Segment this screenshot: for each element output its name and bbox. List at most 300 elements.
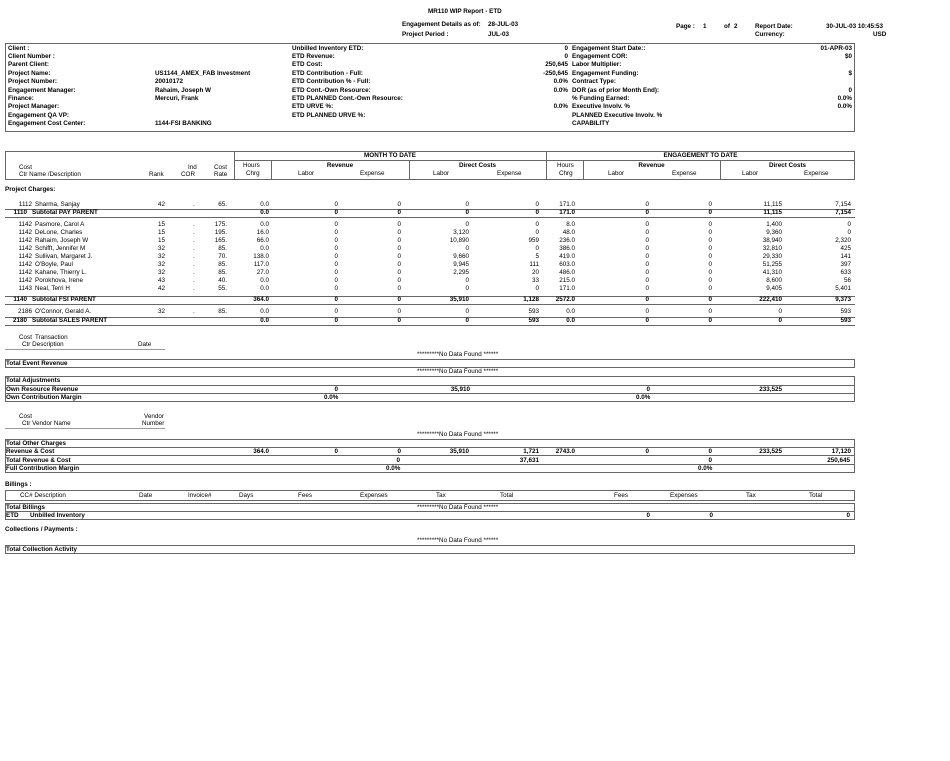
row-rate: 85. (218, 269, 227, 276)
unbilled-total: 0 (846, 512, 850, 519)
row-value: 593 (528, 317, 539, 324)
row-ctr: 1142 (18, 245, 32, 252)
row-value: 20 (531, 269, 539, 276)
row-value: 0 (465, 209, 469, 216)
info-label: ETD Cont.-Own Resource: (292, 86, 371, 94)
row-value: 0 (645, 296, 649, 303)
mtd-dc-expense: Expense (497, 170, 522, 177)
total-adjustments: Total Adjustments (6, 377, 61, 384)
info-value: 01-APR-03 (820, 44, 852, 52)
row-value: 0 (334, 229, 338, 236)
row-value: 0 (708, 308, 712, 315)
info-value: 0.0% (837, 94, 852, 102)
row-ind: . (193, 237, 195, 244)
event-no-data: *********No Data Found ****** (417, 351, 499, 358)
event-ctr-desc-label: Ctr Description (22, 341, 64, 348)
row-value: 0 (334, 201, 338, 208)
row-value: 11,115 (763, 209, 782, 216)
row-value: 0 (708, 296, 712, 303)
mtd-hours: Hours (243, 162, 260, 169)
row-value: 0 (334, 209, 338, 216)
row-value: 0 (465, 221, 469, 228)
period-label: Project Period : (402, 31, 449, 38)
rev-cost-value: 0 (397, 448, 401, 455)
row-value: 141 (840, 253, 851, 260)
row-value: 0 (708, 209, 712, 216)
row-value: 9,660 (453, 253, 469, 260)
info-label: Engagement Funding: (572, 69, 639, 77)
row-value: 0 (334, 296, 338, 303)
row-rate: 55. (218, 285, 227, 292)
row-value: 0 (535, 285, 539, 292)
info-label: Engagement COR: (572, 52, 628, 60)
row-value: 0 (708, 261, 712, 268)
own-rev-etd-dc: 233,525 (759, 386, 782, 393)
row-value: 0 (397, 245, 401, 252)
month-to-date-header: MONTH TO DATE (364, 152, 416, 159)
row-value: 0 (465, 277, 469, 284)
rev-cost-value: 0 (334, 448, 338, 455)
adjust-no-data: *********No Data Found ****** (417, 368, 499, 375)
row-name: Kahane, Thierry L. (35, 269, 87, 276)
row-value: 10,890 (449, 237, 469, 244)
row-value: 2,295 (453, 269, 469, 276)
info-label: CAPABILITY (572, 120, 610, 128)
row-rank: 32 (158, 269, 166, 276)
full-contribution-margin-label: Full Contribution Margin (6, 465, 80, 472)
row-value: 0 (535, 209, 539, 216)
info-value: 0 (564, 52, 568, 60)
row-rank: 32 (158, 261, 166, 268)
row-value: 2572.0 (555, 296, 575, 303)
row-value: 0 (708, 317, 712, 324)
row-value: 425 (840, 245, 851, 252)
row-name: Porokhova, Irene (35, 277, 83, 284)
info-label: Labor Multiplier: (572, 61, 622, 69)
info-label: Project Number: (8, 78, 57, 86)
row-rank: 32 (158, 245, 166, 252)
currency-value: USD (873, 31, 887, 38)
row-value: 7,154 (835, 201, 851, 208)
row-value: 0 (334, 261, 338, 268)
row-value: 0 (645, 209, 649, 216)
info-label: Client Number : (8, 52, 55, 60)
row-value: 0 (645, 201, 649, 208)
row-rate: 165. (214, 237, 227, 244)
info-value: 1144-FSI BANKING (155, 120, 212, 128)
row-value: 16.0 (256, 229, 269, 236)
report-title: MR110 WIP Report - ETD (428, 8, 502, 15)
row-rank: 15 (158, 237, 166, 244)
billings-col: CC# Description (20, 492, 66, 499)
row-value: 0 (397, 209, 401, 216)
row-rate: 85. (218, 308, 227, 315)
period-value: JUL-03 (488, 31, 509, 38)
row-value: 0 (465, 317, 469, 324)
info-value: 0.0% (837, 103, 852, 111)
etd-hours: Hours (557, 162, 574, 169)
info-label: Engagement QA VP: (8, 111, 69, 119)
vendor-ctr-name-label: Ctr Vendor Name (22, 420, 71, 427)
vendor-number-label: Number (142, 420, 165, 427)
row-rate: 175. (214, 221, 227, 228)
row-rank: 32 (158, 308, 166, 315)
row-ctr: 1142 (18, 253, 32, 260)
row-value: 0 (847, 229, 851, 236)
mtd-rev-labor: Labor (298, 170, 315, 177)
own-rev-mtd-dc: 35,910 (450, 386, 470, 393)
col-ctr-name: Ctr Name /Description (19, 171, 81, 178)
row-value: 0 (397, 237, 401, 244)
row-value: 0 (465, 201, 469, 208)
info-value: Mercuri, Frank (155, 94, 199, 102)
info-label: ETD URVE %: (292, 103, 334, 111)
row-value: 32,810 (762, 245, 782, 252)
report-date-label: Report Date: (755, 23, 793, 30)
full-margin-mtd: 0.0% (386, 465, 401, 472)
row-value: 0 (334, 245, 338, 252)
row-name: Subtotal SALES PARENT (32, 317, 108, 324)
billings-label: Billings : (5, 481, 32, 488)
own-contribution-margin-label: Own Contribution Margin (6, 394, 82, 401)
row-value: 593 (840, 317, 851, 324)
row-value: 222,410 (759, 296, 782, 303)
own-rev-mtd-labor: 0 (334, 386, 338, 393)
page-number: 1 (703, 23, 707, 30)
row-rate: 40. (218, 277, 227, 284)
row-value: 0.0 (566, 317, 575, 324)
row-value: 364.0 (253, 296, 269, 303)
row-ctr: 1142 (18, 237, 32, 244)
billings-col: Invoice# (188, 492, 212, 499)
row-value: 0 (708, 269, 712, 276)
row-value: 0 (847, 221, 851, 228)
billings-col: Total (500, 492, 514, 499)
row-rank: 42 (158, 201, 166, 208)
row-name: O'Connor, Gerald A. (35, 308, 92, 315)
own-margin-mtd: 0.0% (324, 394, 339, 401)
row-value: 0 (334, 237, 338, 244)
unbilled-fees: 0 (646, 512, 650, 519)
total-other-charges: Total Other Charges (6, 440, 67, 447)
row-value: 8,600 (766, 277, 782, 284)
info-value: 0 (848, 86, 852, 94)
info-label: ETD Cost: (292, 61, 323, 69)
row-ctr: 1110 (13, 209, 27, 216)
row-value: 0 (397, 285, 401, 292)
row-ctr: 1142 (18, 269, 32, 276)
row-value: 0.0 (260, 245, 269, 252)
row-value: 48.0 (562, 229, 575, 236)
billings-col: Date (139, 492, 153, 499)
revenue-cost-label: Revenue & Cost (6, 448, 55, 455)
row-value: 0 (645, 245, 649, 252)
info-label: Engagement Start Date:: (572, 44, 646, 52)
row-value: 8.0 (566, 221, 575, 228)
row-value: 0 (645, 277, 649, 284)
row-rank: 42 (158, 285, 166, 292)
rev-cost-value: 233,525 (759, 448, 782, 455)
col-ind: Ind (188, 164, 197, 171)
info-label: DOR (as of prior Month End): (572, 86, 660, 94)
row-value: 0 (708, 237, 712, 244)
billings-col: Total (809, 492, 823, 499)
info-label: Engagement Manager: (8, 86, 76, 94)
info-value: $0 (844, 52, 852, 60)
row-value: 0 (334, 317, 338, 324)
info-value: 0 (564, 44, 568, 52)
row-value: 0 (334, 221, 338, 228)
row-ind: . (193, 253, 195, 260)
row-rate: 65. (218, 201, 227, 208)
row-value: 66.0 (256, 237, 269, 244)
row-value: 0 (645, 229, 649, 236)
info-value: 250,645 (545, 61, 568, 69)
row-value: 0 (397, 277, 401, 284)
info-value: Rahaim, Joseph W (155, 86, 211, 94)
project-charges-label: Project Charges: (5, 186, 56, 193)
row-name: Rahaim, Joseph W (35, 237, 89, 244)
etd-rev-expense: Expense (672, 170, 697, 177)
own-margin-etd: 0.0% (636, 394, 651, 401)
row-value: 0 (334, 285, 338, 292)
billings-header (5, 490, 855, 501)
row-value: 117.0 (253, 261, 269, 268)
billings-col: Tax (746, 492, 756, 499)
row-rank: 15 (158, 221, 166, 228)
row-value: 0 (645, 261, 649, 268)
mtd-dc-labor: Labor (433, 170, 450, 177)
row-value: 593 (528, 308, 539, 315)
row-value: 0 (535, 221, 539, 228)
row-value: 35,910 (449, 296, 469, 303)
row-value: 0 (708, 245, 712, 252)
etd-rev-labor: Labor (608, 170, 625, 177)
rev-cost-value: 364.0 (253, 448, 269, 455)
row-ind: . (193, 229, 195, 236)
row-value: 236.0 (559, 237, 575, 244)
info-label: Parent Client: (8, 61, 49, 69)
vendor-no-data: *********No Data Found ****** (417, 431, 499, 438)
row-value: 0 (397, 296, 401, 303)
row-value: 0 (397, 261, 401, 268)
billings-col: Expenses (360, 492, 388, 499)
row-ind: . (193, 221, 195, 228)
row-ctr: 1142 (18, 221, 32, 228)
row-ctr: 1112 (18, 201, 32, 208)
row-ctr: 2180 (12, 317, 27, 324)
etd-label: ETD (6, 512, 19, 519)
currency-label: Currency: (755, 31, 785, 38)
row-value: 0 (708, 201, 712, 208)
info-label: Engagement Cost Center: (8, 120, 86, 128)
row-name: DeLone, Charles (35, 229, 83, 236)
info-label: Unbilled Inventory ETD: (292, 44, 364, 52)
row-value: 959 (528, 237, 539, 244)
row-value: 0 (708, 285, 712, 292)
row-value: 0 (465, 285, 469, 292)
row-value: 0 (465, 245, 469, 252)
event-transaction-label: Transaction (35, 334, 68, 341)
row-value: 5,401 (835, 285, 851, 292)
etd-chrg: Chrg (559, 170, 573, 177)
row-name: Sharma, Sanjay (35, 201, 80, 208)
billings-col: Fees (298, 492, 312, 499)
row-rate: 85. (218, 261, 227, 268)
row-value: 0.0 (566, 308, 575, 315)
row-rank: 15 (158, 229, 166, 236)
row-rank: 32 (158, 253, 166, 260)
rev-cost-value: 1,721 (523, 448, 539, 455)
row-value: 0 (334, 308, 338, 315)
row-rate: 70. (218, 253, 227, 260)
total-rc-mtd-rev: 0 (396, 457, 400, 464)
total-rc-mtd-dc: 37,631 (519, 457, 539, 464)
row-value: 0 (645, 253, 649, 260)
row-value: 33 (531, 277, 539, 284)
row-value: 0 (708, 221, 712, 228)
row-value: 0 (465, 308, 469, 315)
row-value: 386.0 (559, 245, 575, 252)
rev-cost-value: 0 (645, 448, 649, 455)
row-value: 0 (778, 317, 782, 324)
total-rc-etd-dc: 250,645 (827, 457, 850, 464)
collections-label: Collections / Payments : (5, 526, 78, 533)
billings-no-data: *********No Data Found ****** (417, 504, 499, 511)
row-value: 0 (645, 237, 649, 244)
row-value: 215.0 (559, 277, 575, 284)
row-value: 0.0 (260, 317, 269, 324)
row-value: 0 (397, 253, 401, 260)
row-value: 1,128 (523, 296, 539, 303)
col-cor: COR (181, 171, 195, 178)
total-billings: Total Billings (6, 504, 46, 511)
row-value: 0 (397, 308, 401, 315)
event-date-label: Date (138, 341, 152, 348)
row-value: 0.0 (260, 285, 269, 292)
row-value: 1,400 (766, 221, 782, 228)
row-value: 27.0 (256, 269, 269, 276)
total-event-revenue: Total Event Revenue (6, 360, 68, 367)
unbilled-inventory-label: Unbilled Inventory (30, 512, 85, 519)
row-value: 0.0 (260, 201, 269, 208)
mtd-direct-costs: Direct Costs (458, 162, 497, 169)
rev-cost-value: 0 (708, 448, 712, 455)
info-value: 0.0% (553, 78, 568, 86)
row-value: 51,255 (762, 261, 782, 268)
row-ind: . (193, 245, 195, 252)
row-value: 633 (840, 269, 851, 276)
row-value: 0 (645, 221, 649, 228)
info-label: ETD Contribution - Full: (292, 69, 363, 77)
row-value: 0 (397, 201, 401, 208)
row-ctr: 2186 (17, 308, 32, 315)
info-label: Finance: (8, 94, 34, 102)
row-rank: 43 (158, 277, 166, 284)
mtd-chrg: Chrg (246, 170, 260, 177)
row-value: 0 (708, 229, 712, 236)
row-ind: . (193, 285, 195, 292)
col-cost-rate-top: Cost (214, 164, 227, 171)
row-value: 0 (535, 229, 539, 236)
info-value: 20010172 (155, 78, 184, 86)
row-value: 0 (708, 277, 712, 284)
collections-no-data: *********No Data Found ****** (417, 537, 499, 544)
row-value: 38,940 (762, 237, 782, 244)
full-margin-etd: 0.0% (698, 465, 713, 472)
row-value: 0 (397, 269, 401, 276)
row-value: 0 (645, 308, 649, 315)
row-value: 171.0 (559, 201, 575, 208)
row-value: 603.0 (559, 261, 575, 268)
row-value: 0 (397, 317, 401, 324)
row-value: 0 (645, 317, 649, 324)
page-total: 2 (734, 23, 738, 30)
rev-cost-value: 17,120 (831, 448, 851, 455)
total-revenue-cost-label: Total Revenue & Cost (6, 457, 71, 464)
row-ind: . (193, 261, 195, 268)
info-label: Client : (8, 44, 30, 52)
row-value: 0.0 (260, 209, 269, 216)
info-value: US1144_AMEX_FAB Investment (155, 69, 251, 77)
info-label: ETD PLANNED URVE %: (292, 111, 366, 119)
col-cost: Cost (19, 164, 32, 171)
engagement-info-box (5, 43, 855, 132)
info-label: Project Manager: (8, 103, 60, 111)
row-value: 9,373 (835, 296, 851, 303)
row-ctr: 1140 (13, 296, 27, 303)
page-of: of (724, 23, 730, 30)
row-value: 7,154 (835, 209, 851, 216)
vendor-vendor-label: Vendor (144, 413, 164, 420)
billings-col: Tax (436, 492, 446, 499)
row-name: Neal, Terri H (35, 285, 70, 292)
total-rc-etd-rev: 0 (708, 457, 712, 464)
mtd-revenue: Revenue (326, 162, 354, 169)
row-ind: . (193, 201, 195, 208)
row-value: 593 (840, 308, 851, 315)
billings-col: Days (239, 492, 254, 499)
row-value: 419.0 (559, 253, 575, 260)
page-label: Page : (676, 23, 695, 30)
row-ctr: 1142 (18, 277, 32, 284)
row-value: 9,360 (766, 229, 782, 236)
info-value: -250,645 (543, 69, 568, 77)
own-resource-revenue-label: Own Resource Revenue (6, 386, 79, 393)
rev-cost-value: 2743.0 (555, 448, 575, 455)
row-value: 3,120 (453, 229, 469, 236)
rev-cost-value: 35,910 (449, 448, 469, 455)
info-label: % Funding Earned: (572, 94, 630, 102)
row-ctr: 1142 (18, 229, 32, 236)
row-name: Sullivan, Margaret J. (35, 253, 93, 260)
info-label: PLANNED Executive Involv. % (572, 111, 663, 119)
row-value: 111 (529, 261, 539, 268)
row-value: 0.0 (260, 221, 269, 228)
info-label: Project Name: (8, 69, 51, 77)
row-value: 9,405 (766, 285, 782, 292)
info-label: ETD PLANNED Cont.-Own Resource: (292, 94, 403, 102)
row-value: 0 (397, 221, 401, 228)
row-name: Schifft, Jennifer M (35, 245, 86, 252)
report-date-value: 30-JUL-03 10:45:53 (826, 23, 884, 30)
row-value: 56 (843, 277, 851, 284)
row-value: 171.0 (559, 209, 575, 216)
info-value: $ (848, 69, 852, 77)
etd-dc-expense: Expense (804, 170, 829, 177)
row-ind: . (193, 308, 195, 315)
row-name: Subtotal PAY PARENT (32, 209, 98, 216)
